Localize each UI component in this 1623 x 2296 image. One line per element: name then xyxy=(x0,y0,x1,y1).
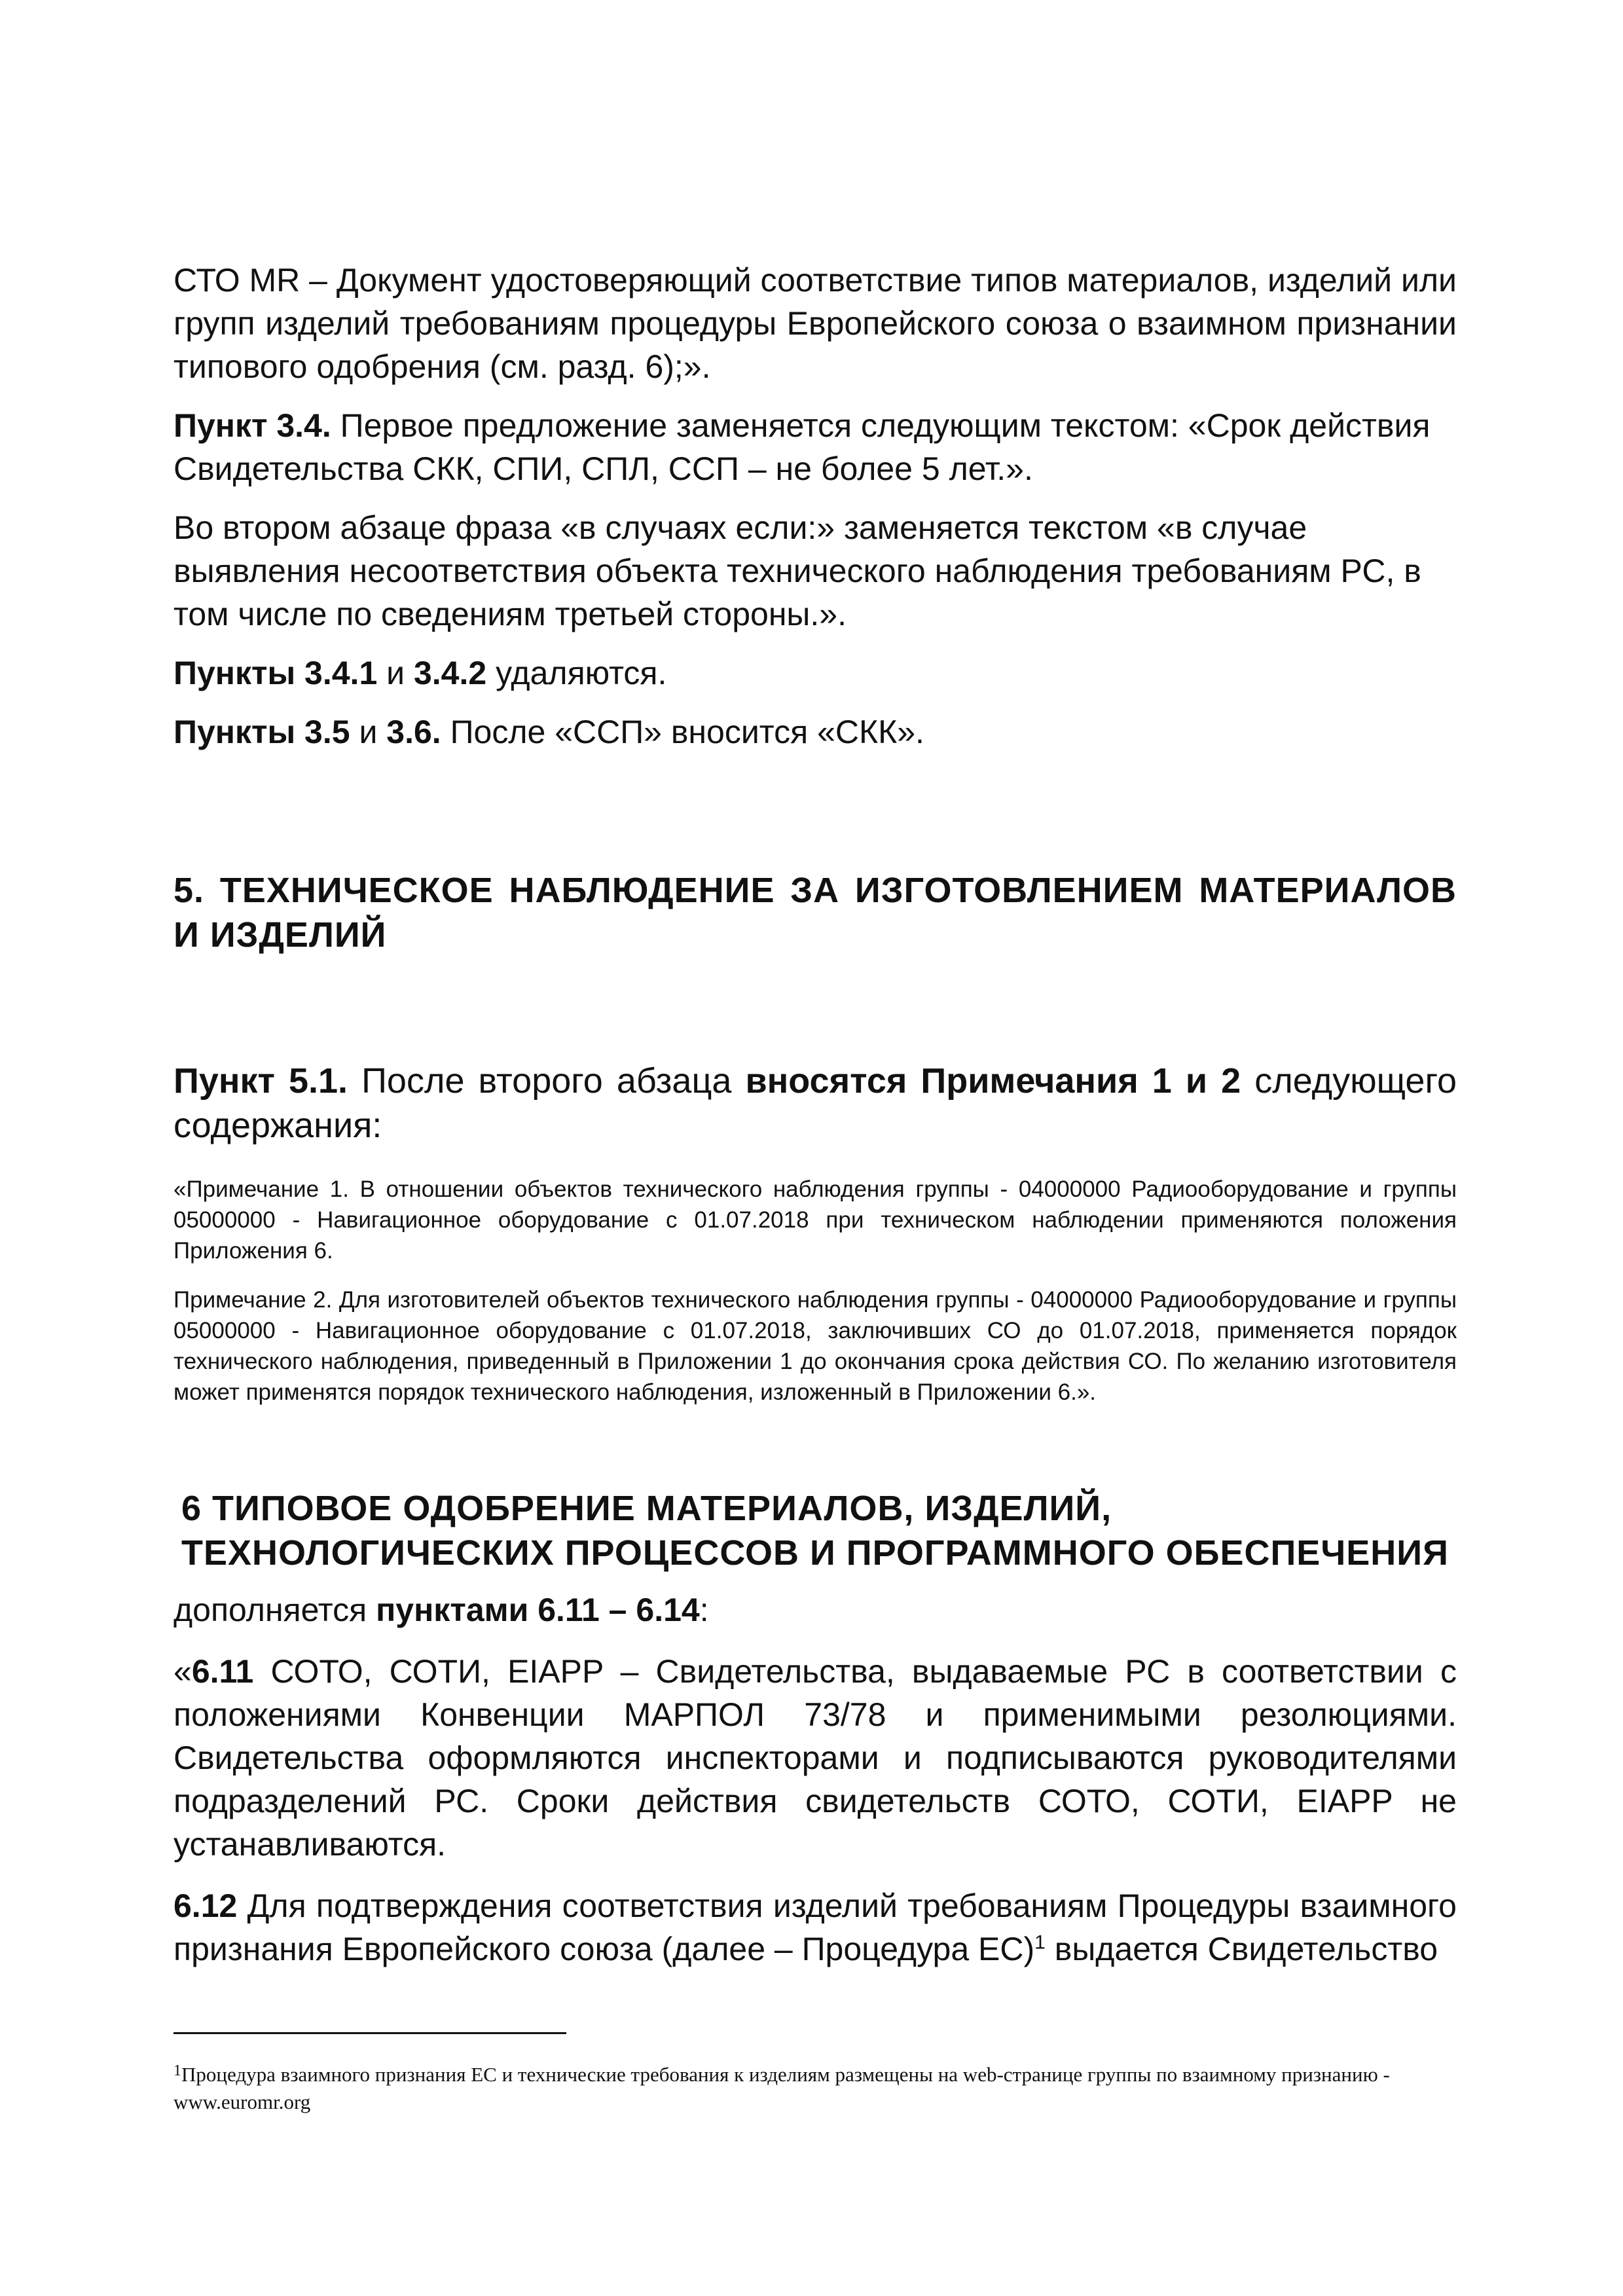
clause-label: 3.6. xyxy=(386,714,441,750)
paragraph-3-5 xyxy=(173,710,1457,754)
section-heading-6: 6 ТИПОВОЕ ОДОБРЕНИЕ МАТЕРИАЛОВ, ИЗДЕЛИЙ, ТЕХНОЛОГИЧЕСКИХ ПРОЦЕССОВ И ПРОГРАММНОГО ОБЕСПЕЧЕНИЯ xyxy=(181,1489,1449,1573)
paragraph-sto-mr: СТО MR – Документ удостоверяющий соответствие типов материалов, изделий или групп изделий требованиям процедуры Европейского союза о взаимном признании типового одобрения (см. разд. 6);». xyxy=(173,262,1457,385)
footnote-separator xyxy=(173,2032,566,2034)
quote-mark: « xyxy=(173,1653,192,1690)
clause-text: удаляются. xyxy=(486,655,667,691)
clause-text: выдается Свидетельство xyxy=(1045,1931,1438,1967)
clause-label: 6.11 xyxy=(191,1653,254,1690)
paragraph-6-11 xyxy=(173,1650,1457,1866)
paragraph-3-4-1 xyxy=(173,651,1457,695)
clause-text: дополняется xyxy=(173,1592,376,1628)
clause-text: следующего содержания: xyxy=(173,1061,1457,1145)
clause-label: Пункт 5.1. xyxy=(173,1061,348,1101)
clause-text: Для подтверждения соответствия изделий требованиям Процедуры взаимного признания Европейского союза (далее – Процедура ЕС) xyxy=(173,1887,1457,1967)
paragraph-6-addition xyxy=(173,1588,1457,1631)
clause-label: Пункты 3.4.1 xyxy=(173,655,378,691)
footnote xyxy=(173,2061,1457,2116)
clause-text: СОТО, СОТИ, EIAPP – Свидетельства, выдаваемые РС в соответствии с положениями Конвенции МАРПОЛ 73/78 и применимыми резолюциями. Свидетельства оформляются инспекторами и подписываются руководителями подразделений РС. Сроки действия свидетельств СОТО, СОТИ, EIAPP не устанавливаются. xyxy=(173,1653,1457,1863)
clause-label: 3.4.2 xyxy=(413,655,487,691)
section-heading-5: 5. ТЕХНИЧЕСКОЕ НАБЛЮДЕНИЕ ЗА ИЗГОТОВЛЕНИЕМ МАТЕРИАЛОВ И ИЗДЕЛИЙ xyxy=(173,871,1457,955)
bold-phrase: вносятся Примечания 1 и 2 xyxy=(745,1061,1241,1101)
note-2: Примечание 2. Для изготовителей объектов технического наблюдения группы - 04000000 Радиооборудование и группы 05000000 - Навигационное оборудование с 01.07.2018, заключивших СО до 01.07.2018, применяется порядок технического наблюдения, приведенный в Приложении 1 до окончания срока действия СО. По желанию изготовителя может применятся порядок технического наблюдения, изложенный в Приложении 6.». xyxy=(173,1287,1457,1405)
paragraph-5-1 xyxy=(173,1059,1457,1148)
bold-phrase: пунктами 6.11 – 6.14 xyxy=(376,1592,700,1628)
clause-text: После второго абзаца xyxy=(348,1061,746,1101)
clause-label: 6.12 xyxy=(173,1887,238,1924)
connector-text: и xyxy=(377,655,414,691)
clause-label: Пункты 3.5 xyxy=(173,714,350,750)
page-body xyxy=(173,259,1457,1971)
clause-text: Первое предложение заменяется следующим текстом: «Срок действия Свидетельства СКК, СПИ, СПЛ, ССП – не более 5 лет.». xyxy=(173,407,1431,487)
paragraph-6-12 xyxy=(173,1884,1457,1971)
paragraph-3-4 xyxy=(173,404,1457,490)
punctuation: : xyxy=(699,1592,709,1628)
clause-label: Пункт 3.4. xyxy=(173,407,331,444)
connector-text: и xyxy=(350,714,387,750)
paragraph-second-abzac: Во втором абзаце фраза «в случаях если:» заменяется текстом «в случае выявления несоответствия объекта технического наблюдения требованиям РС, в том числе по сведениям третьей стороны.». xyxy=(173,509,1421,632)
footnote-text: Процедура взаимного признания ЕС и технические требования к изделиям размещены на web-странице группы по взаимному признанию - www.euromr.org xyxy=(173,2063,1390,2113)
footnote-marker: 1 xyxy=(173,2062,181,2079)
clause-text: После «ССП» вносится «СКК». xyxy=(441,714,924,750)
note-1: «Примечание 1. В отношении объектов технического наблюдения группы - 04000000 Радиооборудование и группы 05000000 - Навигационное оборудование с 01.07.2018 при техническом наблюдении применяются положения Приложения 6. xyxy=(173,1176,1457,1264)
footnote-reference[interactable]: 1 xyxy=(1034,1931,1046,1954)
